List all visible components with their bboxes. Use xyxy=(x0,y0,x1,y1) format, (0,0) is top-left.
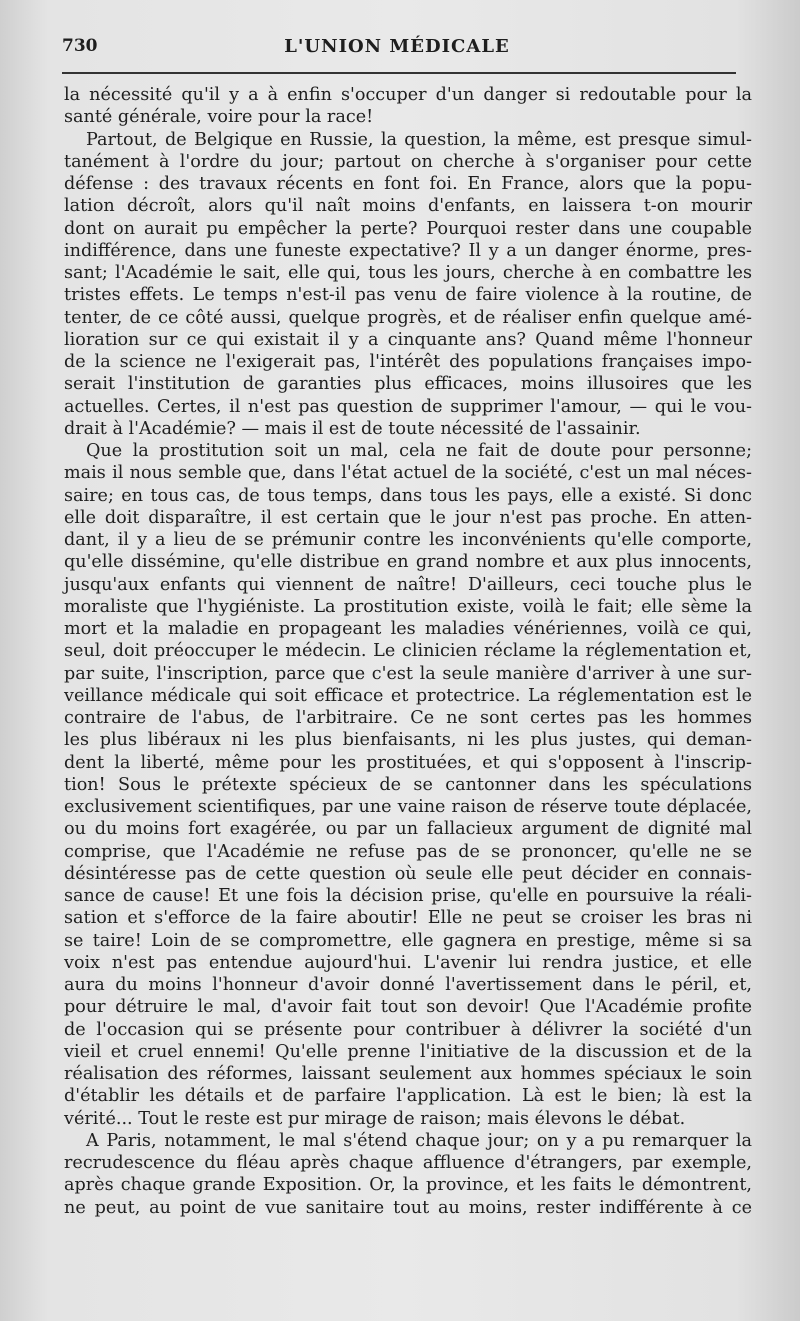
text-line: la nécessité qu'il y a à enfin s'occuper d'un danger si redoutable pour la xyxy=(64,85,752,105)
text-line: d'établir les détails et de parfaire l'application. Là est le bien; là est la xyxy=(64,1086,752,1107)
paragraph xyxy=(64,440,752,1130)
journal-title: L'UNION MÉDICALE xyxy=(284,36,510,57)
paragraph xyxy=(64,1130,752,1219)
text-line: réalisation des réformes, laissant seulement aux hommes spéciaux le soin xyxy=(64,1064,752,1084)
paragraph xyxy=(64,84,752,129)
text-line: ou du moins fort exagérée, ou par un fallacieux argument de dignité mal xyxy=(64,819,752,840)
text-line: vérité... Tout le reste est pur mirage de raison; mais élevons le débat. xyxy=(64,1108,686,1129)
text-line: sance de cause! Et une fois la décision prise, qu'elle en poursuive la réali- xyxy=(64,886,752,906)
text-line: tanément à l'ordre du jour; partout on cherche à s'organiser pour cette xyxy=(64,151,752,172)
article-body xyxy=(64,84,752,1219)
text-line: moraliste que l'hygiéniste. La prostitution existe, voilà le fait; elle sème la xyxy=(64,596,752,617)
text-line: qu'elle dissémine, qu'elle distribue en grand nombre et aux plus innocents, xyxy=(64,552,752,573)
text-line: vieil et cruel ennemi! Qu'elle prenne l'initiative de la discussion et de la xyxy=(64,1041,752,1062)
text-line: comprise, que l'Académie ne refuse pas de se prononcer, qu'elle ne se xyxy=(64,841,752,862)
text-line: voix n'est pas entendue aujourd'hui. L'avenir lui rendra justice, et elle xyxy=(64,952,752,973)
text-line: contraire de l'abus, de l'arbitraire. Ce ne sont certes pas les hommes xyxy=(64,708,752,728)
text-line: jusqu'aux enfants qui viennent de naître! D'ailleurs, ceci touche plus le xyxy=(64,574,752,595)
text-line: de l'occasion qui se présente pour contribuer à délivrer la société d'un xyxy=(64,1019,752,1040)
text-line: lation décroît, alors qu'il naît moins d'enfants, en laissera t-on mourir xyxy=(64,196,752,217)
page-number: 730 xyxy=(62,36,98,56)
text-line: dont on aurait pu empêcher la perte? Pourquoi rester dans une coupable xyxy=(64,218,752,239)
text-line: pour détruire le mal, d'avoir fait tout son devoir! Que l'Académie profite xyxy=(64,997,752,1018)
text-line: indifférence, dans une funeste expectative? Il y a un danger énorme, pres- xyxy=(64,240,752,261)
text-line: les plus libéraux ni les plus bienfaisants, ni les plus justes, qui deman- xyxy=(64,730,752,751)
text-line: sation et s'efforce de la faire aboutir! Elle ne peut se croiser les bras ni xyxy=(64,908,752,929)
text-line: dent la liberté, même pour les prostituées, et qui s'opposent à l'inscrip- xyxy=(64,752,752,773)
text-line: de la science ne l'exigerait pas, l'intérêt des populations françaises impo- xyxy=(64,352,752,372)
text-line: sant; l'Académie le sait, elle qui, tous les jours, cherche à en combattre les xyxy=(64,263,752,283)
text-line: recrudescence du fléau après chaque affluence d'étrangers, par exemple, xyxy=(64,1153,752,1173)
text-line: drait à l'Académie? — mais il est de toute nécessité de l'assainir. xyxy=(64,418,641,439)
header-rule xyxy=(62,72,736,74)
text-line: par suite, l'inscription, parce que c'est la seule manière d'arriver à une sur- xyxy=(64,663,752,684)
text-line: elle doit disparaître, il est certain que le jour n'est pas proche. En atten- xyxy=(64,507,752,528)
text-line: tristes effets. Le temps n'est-il pas venu de faire violence à la routine, de xyxy=(64,285,752,306)
text-line: lioration sur ce qui existait il y a cinquante ans? Quand même l'honneur xyxy=(64,329,752,350)
paragraph xyxy=(64,129,752,441)
text-line: mais il nous semble que, dans l'état actuel de la société, c'est un mal néces- xyxy=(64,463,752,484)
text-line: mort et la maladie en propageant les maladies vénériennes, voilà ce qui, xyxy=(64,619,752,639)
running-header xyxy=(62,36,732,66)
text-line: désintéresse pas de cette question où seule elle peut décider en connais- xyxy=(64,863,752,884)
text-line: Que la prostitution soit un mal, cela ne fait de doute pour personne; xyxy=(86,441,752,461)
text-line: Partout, de Belgique en Russie, la question, la même, est presque simul- xyxy=(86,129,752,150)
text-line: défense : des travaux récents en font foi. En France, alors que la popu- xyxy=(64,174,752,194)
text-line: A Paris, notamment, le mal s'étend chaque jour; on y a pu remarquer la xyxy=(86,1130,752,1151)
text-line: après chaque grande Exposition. Or, la province, et les faits le démontrent, xyxy=(64,1175,752,1196)
text-line: dant, il y a lieu de se prémunir contre les inconvénients qu'elle comporte, xyxy=(64,530,752,550)
text-line: se taire! Loin de se compromettre, elle gagnera en prestige, même si sa xyxy=(64,930,752,951)
text-line: veillance médicale qui soit efficace et protectrice. La réglementation est le xyxy=(64,685,752,706)
text-line: tion! Sous le prétexte spécieux de se cantonner dans les spéculations xyxy=(64,774,752,795)
text-line: tenter, de ce côté aussi, quelque progrès, et de réaliser enfin quelque amé- xyxy=(64,307,752,328)
text-line: serait l'institution de garanties plus efficaces, moins illusoires que les xyxy=(64,374,752,395)
text-line: santé générale, voire pour la race! xyxy=(64,107,374,128)
text-line: seul, doit préoccuper le médecin. Le clinicien réclame la réglementation et, xyxy=(64,641,752,662)
text-line: saire; en tous cas, de tous temps, dans tous les pays, elle a existé. Si donc xyxy=(64,485,752,506)
text-line: ne peut, au point de vue sanitaire tout au moins, rester indifférente à ce xyxy=(64,1197,752,1218)
text-line: actuelles. Certes, il n'est pas question de supprimer l'amour, — qui le vou- xyxy=(64,396,752,417)
text-line: exclusivement scientifiques, par une vaine raison de réserve toute déplacée, xyxy=(64,797,752,817)
text-line: aura du moins l'honneur d'avoir donné l'avertissement dans le péril, et, xyxy=(64,975,752,995)
